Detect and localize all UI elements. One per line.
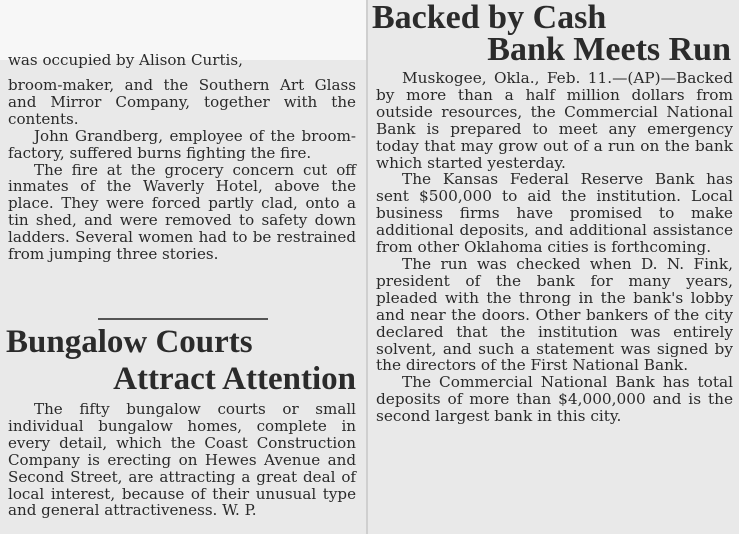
bank-headline-line-1: Backed by Cash [372,0,607,36]
bank-paragraph-3: The run was checked when D. N. Fink, president of the bank for many years, pleaded with the throng in the bank's lobby and near the doors. Other bankers of the city declared that the institution was entirely solvent, and such a statement was signed by the directors of the First National Bank. [376,254,733,375]
clipped-continuation-line [8,51,358,77]
article-divider [98,318,268,320]
bank-paragraph-2: The Kansas Federal Reserve Bank has sent $500,000 to aid the institution. Local business firms have promised to make additional deposits, and additional assistance from other Oklahoma cities is forthcoming. [376,170,733,257]
bank-headline-line-2: Bank Meets Run [487,31,731,68]
fire-paragraph-2: John Grandberg, employee of the broom-factory, suffered burns fighting the fire. [8,126,356,162]
bungalow-headline-line-2: Attract Attention [113,361,356,397]
bungalow-paragraph-1: The fifty bungalow courts or small individual bungalow homes, complete in every detail, which the Coast Construction Company is erecting on Hewes Avenue and Second Street, are attracting a great deal of local interest, because of their unusual type and general attractiveness. W. P. [8,400,356,520]
fire-paragraph-3: The fire at the grocery concern cut off inmates of the Waverly Hotel, above the place. They were forced partly clad, onto a tin shed, and were removed to safety down ladders. Several women had to be restrained from jumping three stories. [8,160,356,264]
bank-article-body [376,70,733,425]
bank-paragraph-1: Muskogee, Okla., Feb. 11.—(AP)—Backed by more than a half million dollars from outside resources, the Commercial National Bank is prepared to meet any emergency today that may grow out of a run on the bank which started yesterday. [376,69,733,172]
left-column [0,0,366,534]
clipped-line-text: was occupied by Alison Curtis, [8,51,243,69]
bungalow-article-body [8,401,356,519]
bungalow-headline-line-1: Bungalow Courts [6,324,253,360]
right-column [368,0,739,534]
fire-paragraph-1: broom-maker, and the Southern Art Glass and Mirror Company, together with the contents. [8,76,356,128]
fire-article-body [8,77,356,263]
bank-paragraph-4: The Commercial National Bank has total deposits of more than $4,000,000 and is the second largest bank in this city. [376,373,733,426]
